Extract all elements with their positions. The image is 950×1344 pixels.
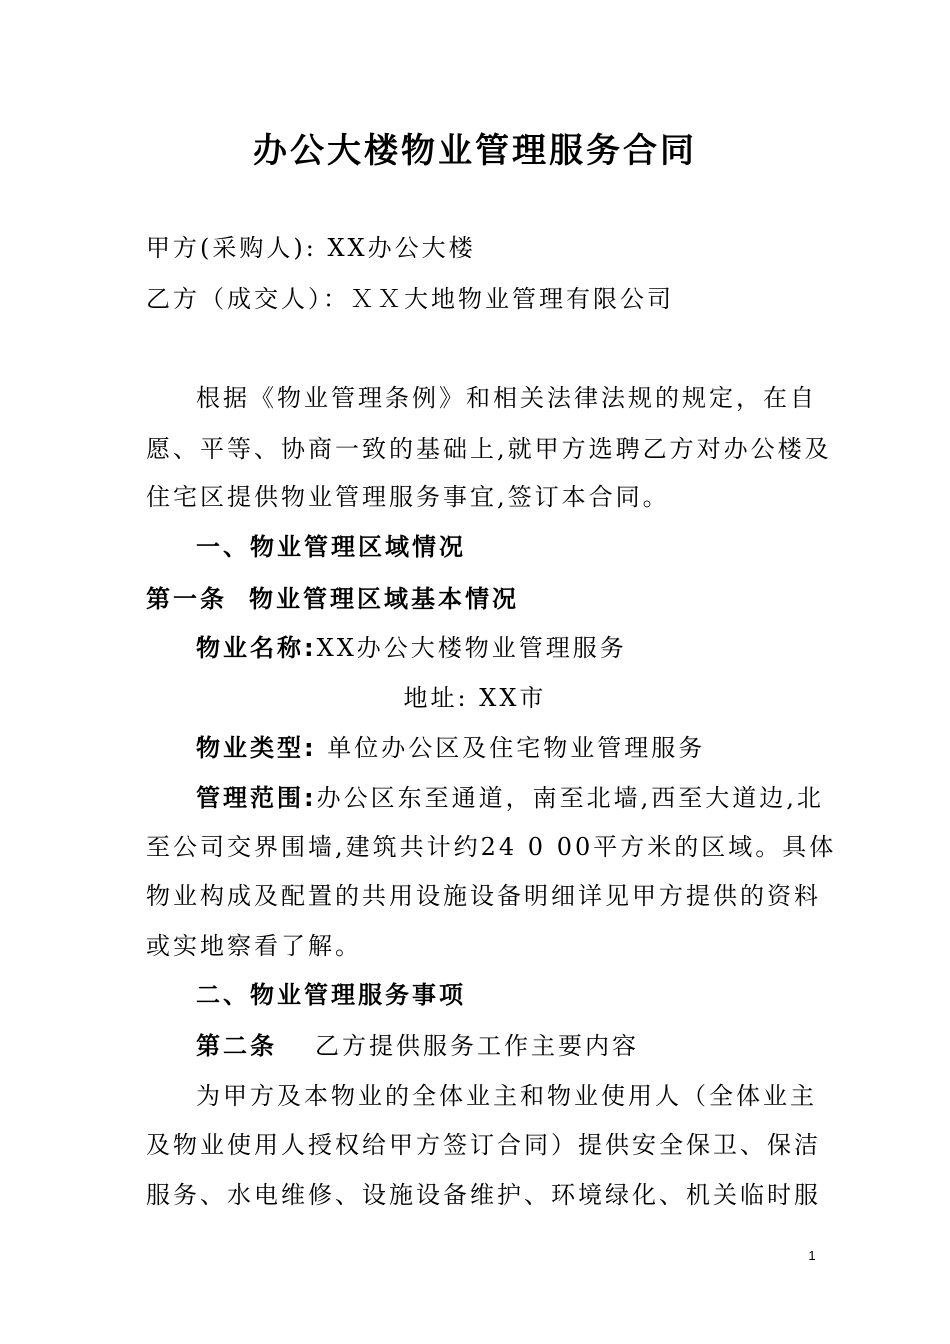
scope-line-2: 至公司交界围墙,建筑共计约24 0 00平方米的区域。具体: [146, 833, 837, 861]
scope-line-3: 物业构成及配置的共用设施设备明细详见甲方提供的资料: [146, 882, 821, 910]
party-b-line: 乙方（成交人）：ＸＸ大地物业管理有限公司: [146, 285, 674, 313]
preamble-line-1: 根据《物业管理条例》和相关法律法规的规定，在自: [196, 384, 817, 412]
section-2-heading: 二、物业管理服务事项: [196, 981, 466, 1009]
address-line: 地址: XX市: [403, 684, 547, 712]
property-name-value: XX办公大楼物业管理服务: [316, 634, 627, 662]
article-1-title: 物业管理区域基本情况: [249, 585, 519, 613]
content-line-2: 及物业使用人授权给甲方签订合同）提供安全保卫、保洁: [146, 1131, 821, 1159]
scope-label: 管理范围:: [196, 784, 317, 812]
scope-line-1: [196, 782, 824, 814]
preamble-line-3: 住宅区提供物业管理服务事宜,签订本合同。: [146, 483, 670, 511]
article-1-heading: [146, 583, 519, 615]
property-name-line: [196, 632, 627, 664]
property-name-label: 物业名称:: [196, 634, 317, 662]
article-2-label: 第二条: [196, 1032, 277, 1060]
article-2-title: 乙方提供服务工作主要内容: [315, 1032, 639, 1060]
party-a-line: 甲方(采购人): XX办公大楼: [146, 234, 476, 262]
preamble-line-2: 愿、平等、协商一致的基础上,就甲方选聘乙方对办公楼及: [146, 435, 832, 463]
document-title: 办公大楼物业管理服务合同: [253, 131, 697, 171]
content-line-1: 为甲方及本物业的全体业主和物业使用人（全体业主: [196, 1082, 817, 1110]
section-1-heading: 一、物业管理区域情况: [196, 533, 466, 561]
content-line-3: 服务、水电维修、设施设备维护、环境绿化、机关临时服: [146, 1181, 821, 1209]
page-number: 1: [808, 1248, 816, 1263]
property-type-value: 单位办公区及住宅物业管理服务: [316, 734, 706, 762]
article-1-label: 第一条: [146, 585, 227, 613]
property-type-line: [196, 732, 705, 764]
scope-text-1: 办公区东至通道，南至北墙,西至大道边,北: [316, 784, 824, 812]
scope-line-4: 或实地察看了解。: [146, 932, 362, 960]
article-2-heading: [196, 1030, 639, 1062]
property-type-label: 物业类型:: [196, 734, 317, 762]
